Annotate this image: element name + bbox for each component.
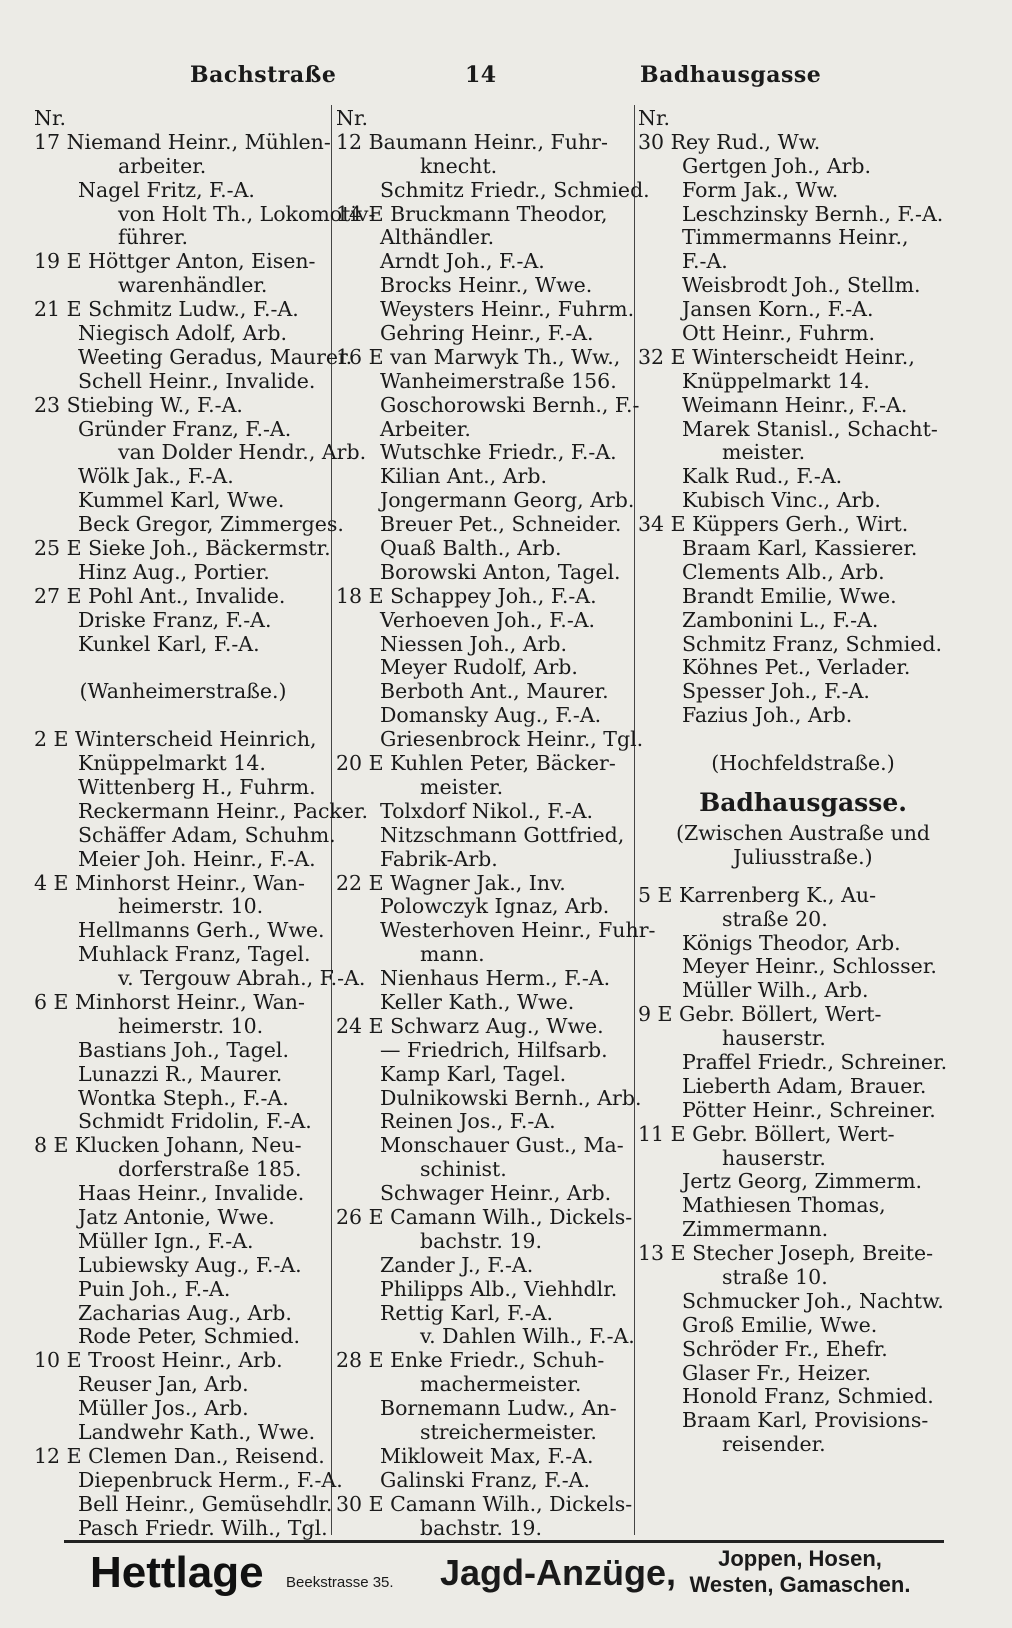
directory-entry-line: Polowczyk Ignaz, Arb. [380, 894, 610, 919]
section-subtitle-line: (Zwischen Austraße und [675, 820, 931, 845]
directory-entry-line: 32 E Winterscheidt Heinr., [638, 344, 915, 369]
directory-entry-line: Weisbrodt Joh., Stellm. [682, 273, 921, 298]
directory-entry-line: Zambonini L., F.-A. [682, 607, 879, 632]
directory-entry-line: Verhoeven Joh., F.-A. [380, 607, 596, 632]
directory-entry-line: Groß Emilie, Wwe. [682, 1312, 878, 1337]
directory-entry-line: 23 Stiebing W., F.-A. [34, 392, 243, 417]
directory-entry-line: Weysters Heinr., Fuhrm. [380, 297, 635, 322]
directory-entry-line: hauserstr. [722, 1145, 826, 1170]
directory-entry-line: Borowski Anton, Tagel. [380, 559, 621, 584]
directory-entry-line: 20 E Kuhlen Peter, Bäcker- [336, 751, 616, 776]
directory-entry-line: machermeister. [420, 1372, 582, 1397]
directory-entry-line: Galinski Franz, F.-A. [380, 1467, 591, 1492]
ad-items [670, 1546, 930, 1598]
directory-entry-line: meister. [722, 440, 806, 465]
directory-entry-line: meister. [420, 774, 504, 799]
directory-entry-line: Müller Ign., F.-A. [78, 1228, 254, 1253]
directory-entry-line: Schmidt Fridolin, F.-A. [78, 1109, 312, 1134]
directory-entry-line: straße 20. [722, 906, 828, 931]
directory-entry-line: Puin Joh., F.-A. [78, 1276, 231, 1301]
directory-entry-line: 2 E Winterscheid Heinrich, [34, 727, 317, 752]
advertisement-rule [64, 1540, 944, 1543]
directory-entry-line: Ott Heinr., Fuhrm. [682, 321, 876, 346]
directory-entry-line: 30 E Camann Wilh., Dickels- [336, 1491, 633, 1516]
column-left [34, 106, 376, 1540]
directory-entry-line: Tolxdorf Nikol., F.-A. [380, 798, 594, 823]
directory-entry-line: straße 10. [722, 1264, 828, 1289]
directory-entry-line: Meier Joh. Heinr., F.-A. [78, 846, 316, 871]
directory-entry-line: Königs Theodor, Arb. [682, 930, 901, 955]
directory-entry-line: Köhnes Pet., Verlader. [682, 655, 911, 680]
directory-entry-line: Jertz Georg, Zimmerm. [682, 1169, 923, 1194]
directory-entry-line: Glaser Fr., Heizer. [682, 1360, 872, 1385]
directory-entry-line: Brocks Heinr., Wwe. [380, 273, 593, 298]
directory-entry-line: Meyer Rudolf, Arb. [380, 655, 578, 680]
directory-entry-line: Lieberth Adam, Brauer. [682, 1073, 927, 1098]
directory-entry-line: 26 E Camann Wilh., Dickels- [336, 1204, 633, 1229]
directory-entry-line: van Dolder Hendr., Arb. [118, 440, 367, 465]
section-title: Badhausgasse. [699, 787, 907, 817]
directory-entry-line: Weimann Heinr., F.-A. [682, 392, 908, 417]
directory-entry-line: Müller Jos., Arb. [78, 1396, 249, 1421]
directory-entry-line: 4 E Minhorst Heinr., Wan- [34, 870, 305, 895]
directory-entry-line: Landwehr Kath., Wwe. [78, 1419, 316, 1444]
directory-entry-line: Wutschke Friedr., F.-A. [380, 440, 617, 465]
directory-entry-line: 13 E Stecher Joseph, Breite- [638, 1241, 934, 1266]
directory-entry-line: 11 E Gebr. Böllert, Wert- [638, 1121, 895, 1146]
directory-entry-line: 18 E Schappey Joh., F.-A. [336, 583, 597, 608]
directory-entry-line: arbeiter. [118, 153, 207, 178]
directory-entry-line: Lunazzi R., Maurer. [78, 1061, 283, 1086]
directory-entry-line: Schmitz Friedr., Schmied. [380, 177, 650, 202]
directory-entry-line: Dulnikowski Bernh., Arb. [380, 1085, 642, 1110]
directory-entry-line [638, 728, 968, 752]
directory-entry-line: v. Tergouw Abrah., F.-A. [118, 966, 366, 991]
directory-entry-line: Weeting Geradus, Maurer. [78, 344, 353, 369]
directory-entry-line: Diepenbruck Herm., F.-A. [78, 1467, 343, 1492]
column-right-bottom [638, 884, 968, 1457]
directory-entry-line: Berboth Ant., Maurer. [380, 679, 609, 704]
directory-entry-line: F.-A. [682, 249, 728, 274]
ad-items-line: Joppen, Hosen, [718, 1546, 882, 1571]
directory-entry-line: mann. [420, 942, 485, 967]
directory-entry-line: Lubiewsky Aug., F.-A. [78, 1252, 302, 1277]
directory-entry-line [34, 656, 332, 680]
directory-entry-line: schinist. [420, 1157, 507, 1182]
directory-entry-line: Arbeiter. [380, 416, 471, 441]
directory-entry-line: 21 E Schmitz Ludw., F.-A. [34, 297, 299, 322]
directory-entry-line: Arndt Joh., F.-A. [380, 249, 545, 274]
section-subtitle-line: Juliusstraße.) [733, 844, 873, 869]
directory-entry-line: Althändler. [380, 225, 495, 250]
column-right-top [638, 107, 968, 776]
column-right [638, 107, 968, 1457]
directory-entry-line: 12 Baumann Heinr., Fuhr- [336, 129, 608, 154]
directory-entry-line: hauserstr. [722, 1026, 826, 1051]
directory-entry-line: Gehring Heinr., F.-A. [380, 321, 594, 346]
directory-entry-line: Bornemann Ludw., An- [380, 1396, 617, 1421]
directory-entry-line: 22 E Wagner Jak., Inv. [336, 870, 566, 895]
directory-entry-line: Zander J., F.-A. [380, 1252, 534, 1277]
directory-entry-line: Wölk Jak., F.-A. [78, 464, 234, 489]
directory-entry-line: Philipps Alb., Viehhdlr. [380, 1276, 618, 1301]
directory-entry-line: Bell Heinr., Gemüsehdlr. [78, 1491, 333, 1516]
ad-brand: Hettlage [90, 1548, 264, 1597]
directory-entry-line: führer. [118, 225, 188, 250]
directory-entry-line: — Friedrich, Hilfsarb. [380, 1037, 608, 1062]
directory-entry-line: 17 Niemand Heinr., Mühlen- [34, 129, 331, 154]
directory-entry-line: Gründer Franz, F.-A. [78, 416, 292, 441]
directory-entry-line: warenhändler. [118, 273, 268, 298]
directory-entry-line: Monschauer Gust., Ma- [380, 1133, 624, 1158]
directory-entry-line: 24 E Schwarz Aug., Wwe. [336, 1013, 604, 1038]
directory-entry-line: 10 E Troost Heinr., Arb. [34, 1348, 283, 1373]
directory-entry-line: dorferstraße 185. [118, 1157, 302, 1182]
directory-entry-line: (Wanheimerstraße.) [79, 679, 287, 704]
directory-entry-line: Wontka Steph., F.-A. [78, 1085, 289, 1110]
directory-entry-line: Breuer Pet., Schneider. [380, 512, 622, 537]
directory-entry-line: 25 E Sieke Joh., Bäckermstr. [34, 536, 331, 561]
directory-entry-line: Nr. [638, 106, 671, 130]
directory-entry-line: Nitzschmann Gottfried, [380, 822, 625, 847]
directory-entry-line: Praffel Friedr., Schreiner. [682, 1049, 948, 1074]
header-left: Bachstraße [190, 62, 337, 88]
directory-entry-line: Müller Wilh., Arb. [682, 978, 869, 1003]
directory-entry-line: Nr. [336, 106, 369, 130]
directory-entry-line: Gertgen Joh., Arb. [682, 153, 872, 178]
ad-address: Beekstrasse 35. [286, 1574, 394, 1591]
directory-entry-line: Wanheimerstraße 156. [380, 368, 617, 393]
directory-entry-line: Knüppelmarkt 14. [682, 368, 870, 393]
directory-entry-line: Kummel Karl, Wwe. [78, 488, 285, 513]
directory-entry-line: Mikloweit Max, F.-A. [380, 1443, 594, 1468]
directory-entry-line: 16 E van Marwyk Th., Ww., [336, 344, 621, 369]
directory-entry-line: 9 E Gebr. Böllert, Wert- [638, 1002, 882, 1027]
directory-entry-line: knecht. [420, 153, 498, 178]
directory-entry-line: 34 E Küppers Gerh., Wirt. [638, 512, 909, 537]
directory-entry-line: Marek Stanisl., Schacht- [682, 416, 938, 441]
directory-entry-line: Leschzinsky Bernh., F.-A. [682, 201, 944, 226]
directory-entry-line: Beck Gregor, Zimmerges. [78, 512, 344, 537]
directory-entry-line: Kamp Karl, Tagel. [380, 1061, 567, 1086]
directory-entry-line: (Hochfeldstraße.) [711, 751, 895, 776]
directory-entry-line: Muhlack Franz, Tagel. [78, 942, 311, 967]
directory-entry-line: Honold Franz, Schmied. [682, 1384, 934, 1409]
directory-entry-line: streichermeister. [420, 1419, 597, 1444]
page-number: 14 [465, 62, 497, 88]
directory-entry-line: Mathiesen Thomas, [682, 1193, 886, 1218]
directory-entry-line: Brandt Emilie, Wwe. [682, 583, 897, 608]
directory-entry-line: Reinen Jos., F.-A. [380, 1109, 556, 1134]
directory-entry-line: Braam Karl, Provisions- [682, 1408, 929, 1433]
directory-entry-line: Knüppelmarkt 14. [78, 751, 266, 776]
directory-entry-line: Kubisch Vinc., Arb. [682, 488, 881, 513]
ad-items-line: Westen, Gamaschen. [689, 1572, 911, 1597]
directory-entry-line: Goschorowski Bernh., F.- [380, 392, 640, 417]
directory-entry-line: Driske Franz, F.-A. [78, 607, 272, 632]
directory-entry-line: Nagel Fritz, F.-A. [78, 177, 255, 202]
header-right: Badhausgasse [640, 62, 822, 88]
directory-entry-line: Schell Heinr., Invalide. [78, 368, 316, 393]
directory-entry-line: Niegisch Adolf, Arb. [78, 321, 287, 346]
directory-entry-line: Rettig Karl, F.-A. [380, 1300, 553, 1325]
directory-entry-line: Spesser Joh., F.-A. [682, 679, 870, 704]
directory-entry-line: bachstr. 19. [420, 1515, 542, 1540]
directory-entry-line: Hellmanns Gerh., Wwe. [78, 918, 325, 943]
directory-entry-line: Nienhaus Herm., F.-A. [380, 966, 611, 991]
directory-entry-line: v. Dahlen Wilh., F.-A. [420, 1324, 635, 1349]
directory-entry-line: Nr. [34, 106, 67, 130]
directory-entry-line: Braam Karl, Kassierer. [682, 536, 918, 561]
directory-entry-line: Timmermanns Heinr., [682, 225, 909, 250]
directory-entry-line: Keller Kath., Wwe. [380, 989, 575, 1014]
directory-entry-line: 14 E Bruckmann Theodor, [336, 201, 608, 226]
ad-headline: Jagd-Anzüge, [440, 1552, 677, 1593]
directory-entry-line: Niessen Joh., Arb. [380, 631, 568, 656]
directory-entry-line: Meyer Heinr., Schlosser. [682, 954, 937, 979]
directory-entry-line: 12 E Clemen Dan., Reisend. [34, 1443, 325, 1468]
directory-entry-line: Jongermann Georg, Arb. [380, 488, 635, 513]
directory-entry-line: Bastians Joh., Tagel. [78, 1037, 290, 1062]
directory-entry-line: 5 E Karrenberg K., Au- [638, 882, 877, 907]
directory-entry-line: 27 E Pohl Ant., Invalide. [34, 583, 286, 608]
advertisement [64, 1546, 944, 1616]
directory-entry-line: Jansen Korn., F.-A. [682, 297, 874, 322]
directory-entry-line: Pasch Friedr. Wilh., Tgl. [78, 1515, 328, 1540]
directory-entry-line: Kilian Ant., Arb. [380, 464, 547, 489]
directory-entry-line: Schwager Heinr., Arb. [380, 1181, 612, 1206]
directory-entry-line: Schäffer Adam, Schuhm. [78, 822, 336, 847]
directory-entry-line: Kunkel Karl, F.-A. [78, 631, 260, 656]
directory-entry-line: Domansky Aug., F.-A. [380, 703, 602, 728]
directory-entry-line: Schröder Fr., Ehefr. [682, 1336, 888, 1361]
directory-entry-line [34, 704, 332, 728]
directory-entry-line: Fabrik-Arb. [380, 846, 498, 871]
directory-entry-line: Hinz Aug., Portier. [78, 559, 270, 584]
directory-entry-line: 8 E Klucken Johann, Neu- [34, 1133, 302, 1158]
directory-entry-line: Quaß Balth., Arb. [380, 536, 562, 561]
directory-entry-line: 30 Rey Rud., Ww. [638, 129, 821, 154]
directory-entry-line: 28 E Enke Friedr., Schuh- [336, 1348, 605, 1373]
directory-entry-line: Kalk Rud., F.-A. [682, 464, 843, 489]
directory-entry-line: Reuser Jan, Arb. [78, 1372, 249, 1397]
column-middle [336, 106, 656, 1540]
directory-entry-line: heimerstr. 10. [118, 894, 264, 919]
directory-entry-line: Pötter Heinr., Schreiner. [682, 1097, 936, 1122]
directory-entry-line: Westerhoven Heinr., Fuhr- [380, 918, 656, 943]
directory-entry-line: Zacharias Aug., Arb. [78, 1300, 292, 1325]
directory-entry-line: Schmucker Joh., Nachtw. [682, 1288, 944, 1313]
directory-entry-line: Haas Heinr., Invalide. [78, 1181, 305, 1206]
directory-entry-line: Rode Peter, Schmied. [78, 1324, 300, 1349]
directory-entry-line: reisender. [722, 1432, 826, 1457]
directory-entry-line: 19 E Höttger Anton, Eisen- [34, 249, 316, 274]
directory-entry-line: 6 E Minhorst Heinr., Wan- [34, 989, 305, 1014]
directory-entry-line: Schmitz Franz, Schmied. [682, 631, 943, 656]
directory-entry-line: Clements Alb., Arb. [682, 559, 885, 584]
directory-entry-line: Form Jak., Ww. [682, 177, 839, 202]
directory-entry-line: bachstr. 19. [420, 1228, 542, 1253]
directory-entry-line: Wittenberg H., Fuhrm. [78, 774, 316, 799]
directory-entry-line: Griesenbrock Heinr., Tgl. [380, 727, 644, 752]
directory-entry-line: Reckermann Heinr., Packer. [78, 798, 369, 823]
directory-entry-line: Jatz Antonie, Wwe. [78, 1204, 275, 1229]
directory-entry-line: von Holt Th., Lokomotiv- [118, 201, 376, 226]
directory-entry-line: heimerstr. 10. [118, 1013, 264, 1038]
directory-entry-line: Zimmermann. [682, 1217, 829, 1242]
directory-entry-line: Fazius Joh., Arb. [682, 703, 853, 728]
